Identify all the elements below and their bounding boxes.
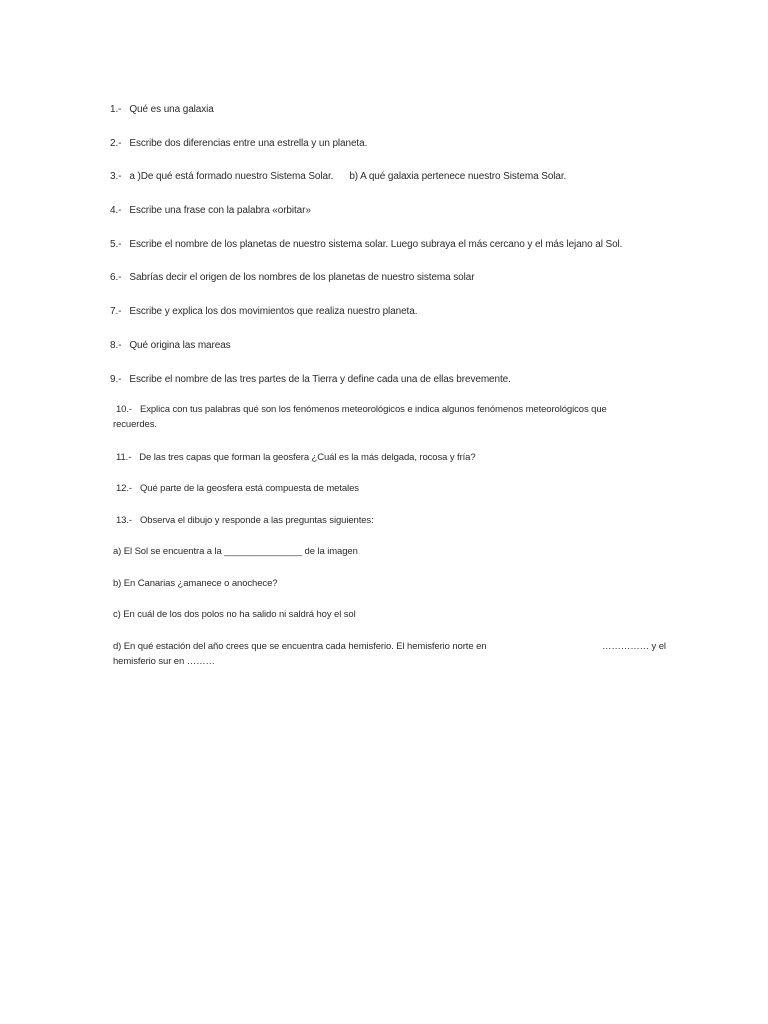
question-13 (116, 513, 374, 528)
question-number: 10.- (116, 404, 132, 415)
question-text: Qué origina las mareas (129, 340, 231, 351)
sub-question-d (113, 639, 486, 654)
question-text: Escribe dos diferencias entre una estrella y un planeta. (129, 138, 368, 149)
question-10-continuation (113, 417, 157, 432)
question-number: 9.- (110, 374, 122, 385)
question-text: Explica con tus palabras qué son los fenómenos meteorológicos e indica algunos fenómenos meteorológicos que (139, 404, 607, 415)
sub-question-text: b) En Canarias ¿amanece o anochece? (113, 578, 278, 589)
question-5 (110, 237, 622, 252)
question-text: Sabrías decir el origen de los nombres de los planetas de nuestro sistema solar (129, 272, 475, 283)
question-4 (110, 203, 311, 218)
question-6 (110, 270, 474, 285)
question-text: recuerdes. (113, 419, 157, 430)
sub-question-text: c) En cuál de los dos polos no ha salido ni saldrá hoy el sol (113, 609, 356, 620)
question-8 (110, 338, 231, 353)
question-3 (110, 169, 566, 184)
sub-question-text: …………… y el (602, 641, 666, 652)
question-text: Escribe y explica los dos movimientos que realiza nuestro planeta. (129, 306, 418, 317)
question-text-part-b: b) A qué galaxia pertenece nuestro Sistema Solar. (349, 171, 567, 182)
question-number: 6.- (110, 272, 122, 283)
question-9 (110, 372, 511, 387)
question-text: Observa el dibujo y responde a las preguntas siguientes: (139, 515, 374, 526)
question-2 (110, 136, 367, 151)
question-text: Qué es una galaxia (129, 104, 214, 115)
sub-question-text: a) El Sol se encuentra a la _______________ de la imagen (113, 546, 358, 557)
question-text: Escribe el nombre de las tres partes de la Tierra y define cada una de ellas brevemente. (129, 374, 511, 385)
question-number: 2.- (110, 138, 122, 149)
question-10 (116, 402, 607, 417)
question-text: De las tres capas que forman la geosfera ¿Cuál es la más delgada, rocosa y fría? (139, 452, 476, 463)
question-text: Qué parte de la geosfera está compuesta de metales (139, 483, 359, 494)
question-number: 5.- (110, 239, 122, 250)
question-text: a )De qué está formado nuestro Sistema Solar. (129, 171, 334, 182)
sub-question-text: hemisferio sur en ……… (113, 656, 215, 667)
question-number: 12.- (116, 483, 132, 494)
question-11 (116, 450, 476, 465)
question-number: 4.- (110, 205, 122, 216)
question-number: 1.- (110, 104, 122, 115)
sub-question-c (113, 607, 356, 622)
question-number: 3.- (110, 171, 122, 182)
question-7 (110, 304, 417, 319)
question-1 (110, 102, 214, 117)
question-number: 11.- (116, 452, 132, 463)
question-text: Escribe el nombre de los planetas de nuestro sistema solar. Luego subraya el más cercano y el más lejano al Sol. (129, 239, 623, 250)
question-text: Escribe una frase con la palabra «orbitar» (129, 205, 311, 216)
sub-question-d-continuation (113, 654, 215, 669)
sub-question-d-blank (602, 639, 666, 654)
sub-question-b (113, 576, 277, 591)
question-number: 8.- (110, 340, 122, 351)
sub-question-a (113, 544, 358, 559)
question-number: 13.- (116, 515, 132, 526)
question-12 (116, 481, 359, 496)
question-number: 7.- (110, 306, 122, 317)
sub-question-text: d) En qué estación del año crees que se encuentra cada hemisferio. El hemisferio norte en (113, 641, 487, 652)
